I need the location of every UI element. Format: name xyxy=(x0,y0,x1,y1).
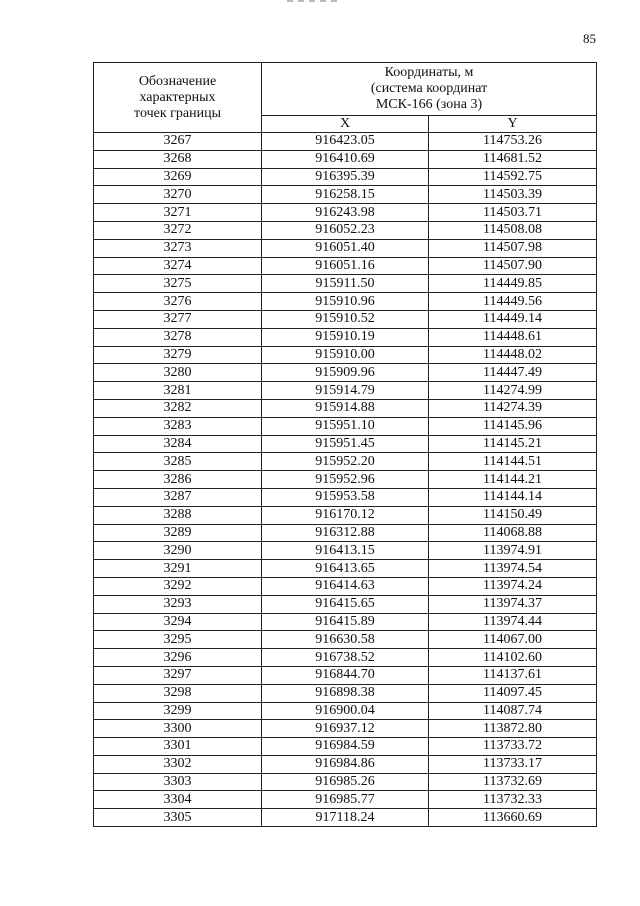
table-row xyxy=(94,471,597,489)
x-coordinate-cell: 916415.65 xyxy=(262,595,429,613)
table-row xyxy=(94,417,597,435)
y-coordinate-cell: 114144.51 xyxy=(429,453,597,471)
x-coordinate-cell: 916738.52 xyxy=(262,649,429,667)
table-row xyxy=(94,435,597,453)
x-coordinate-cell: 916844.70 xyxy=(262,666,429,684)
point-id-cell: 3297 xyxy=(94,666,262,684)
point-id-cell: 3287 xyxy=(94,488,262,506)
table-row xyxy=(94,293,597,311)
x-column-header: X xyxy=(262,116,429,133)
x-coordinate-cell: 916985.77 xyxy=(262,791,429,809)
point-id-cell: 3283 xyxy=(94,417,262,435)
table-row xyxy=(94,702,597,720)
y-coordinate-cell: 114150.49 xyxy=(429,506,597,524)
table-row xyxy=(94,168,597,186)
y-coordinate-cell: 114449.14 xyxy=(429,310,597,328)
y-coordinate-cell: 113974.37 xyxy=(429,595,597,613)
x-coordinate-cell: 915911.50 xyxy=(262,275,429,293)
x-coordinate-cell: 916423.05 xyxy=(262,133,429,151)
y-column-header: Y xyxy=(429,116,597,133)
table-row xyxy=(94,150,597,168)
y-coordinate-cell: 114508.08 xyxy=(429,221,597,239)
y-coordinate-cell: 114448.61 xyxy=(429,328,597,346)
x-coordinate-cell: 917118.24 xyxy=(262,809,429,827)
x-coordinate-cell: 915952.96 xyxy=(262,471,429,489)
y-coordinate-cell: 114592.75 xyxy=(429,168,597,186)
x-coordinate-cell: 916630.58 xyxy=(262,631,429,649)
table-row xyxy=(94,186,597,204)
x-coordinate-cell: 915914.79 xyxy=(262,382,429,400)
y-coordinate-cell: 113974.91 xyxy=(429,542,597,560)
y-coordinate-cell: 113732.33 xyxy=(429,791,597,809)
table-row xyxy=(94,239,597,257)
x-coordinate-cell: 915953.58 xyxy=(262,488,429,506)
point-id-cell: 3281 xyxy=(94,382,262,400)
table-row xyxy=(94,133,597,151)
table-row xyxy=(94,310,597,328)
x-coordinate-cell: 916414.63 xyxy=(262,577,429,595)
x-coordinate-cell: 916410.69 xyxy=(262,150,429,168)
point-id-cell: 3270 xyxy=(94,186,262,204)
x-coordinate-cell: 915952.20 xyxy=(262,453,429,471)
table-row xyxy=(94,524,597,542)
point-id-cell: 3276 xyxy=(94,293,262,311)
x-coordinate-cell: 916413.15 xyxy=(262,542,429,560)
table-row xyxy=(94,613,597,631)
y-coordinate-cell: 113974.24 xyxy=(429,577,597,595)
point-id-cell: 3299 xyxy=(94,702,262,720)
y-coordinate-cell: 114067.00 xyxy=(429,631,597,649)
y-coordinate-cell: 113733.72 xyxy=(429,738,597,756)
point-id-cell: 3304 xyxy=(94,791,262,809)
table-row xyxy=(94,631,597,649)
table-row xyxy=(94,382,597,400)
table-row xyxy=(94,506,597,524)
x-coordinate-cell: 916413.65 xyxy=(262,560,429,578)
scan-header-mark xyxy=(287,0,337,6)
x-coordinate-cell: 916415.89 xyxy=(262,613,429,631)
table-row xyxy=(94,204,597,222)
x-coordinate-cell: 916900.04 xyxy=(262,702,429,720)
y-coordinate-cell: 113872.80 xyxy=(429,720,597,738)
y-coordinate-cell: 114448.02 xyxy=(429,346,597,364)
table-row xyxy=(94,488,597,506)
y-coordinate-cell: 114507.90 xyxy=(429,257,597,275)
table-row xyxy=(94,542,597,560)
point-id-cell: 3268 xyxy=(94,150,262,168)
table-row xyxy=(94,649,597,667)
point-id-cell: 3279 xyxy=(94,346,262,364)
y-coordinate-cell: 113974.44 xyxy=(429,613,597,631)
y-coordinate-cell: 114102.60 xyxy=(429,649,597,667)
point-id-cell: 3269 xyxy=(94,168,262,186)
point-id-cell: 3285 xyxy=(94,453,262,471)
y-coordinate-cell: 114087.74 xyxy=(429,702,597,720)
y-coordinate-cell: 114753.26 xyxy=(429,133,597,151)
y-coordinate-cell: 114507.98 xyxy=(429,239,597,257)
x-coordinate-cell: 915910.00 xyxy=(262,346,429,364)
point-id-cell: 3282 xyxy=(94,399,262,417)
point-id-cell: 3301 xyxy=(94,738,262,756)
point-id-cell: 3296 xyxy=(94,649,262,667)
point-id-cell: 3293 xyxy=(94,595,262,613)
header-line: Координаты, м xyxy=(384,65,474,80)
y-coordinate-cell: 114137.61 xyxy=(429,666,597,684)
table-row xyxy=(94,577,597,595)
x-coordinate-cell: 916395.39 xyxy=(262,168,429,186)
point-id-cell: 3294 xyxy=(94,613,262,631)
y-coordinate-cell: 113974.54 xyxy=(429,560,597,578)
x-coordinate-cell: 915951.45 xyxy=(262,435,429,453)
y-coordinate-cell: 114449.85 xyxy=(429,275,597,293)
point-id-cell: 3278 xyxy=(94,328,262,346)
table-row xyxy=(94,221,597,239)
point-id-cell: 3292 xyxy=(94,577,262,595)
point-id-cell: 3290 xyxy=(94,542,262,560)
y-coordinate-cell: 114503.71 xyxy=(429,204,597,222)
x-coordinate-cell: 916243.98 xyxy=(262,204,429,222)
point-id-cell: 3280 xyxy=(94,364,262,382)
x-coordinate-cell: 916258.15 xyxy=(262,186,429,204)
point-id-cell: 3273 xyxy=(94,239,262,257)
point-id-cell: 3300 xyxy=(94,720,262,738)
y-coordinate-cell: 114274.99 xyxy=(429,382,597,400)
x-coordinate-cell: 915914.88 xyxy=(262,399,429,417)
x-coordinate-cell: 916985.26 xyxy=(262,773,429,791)
point-id-cell: 3289 xyxy=(94,524,262,542)
y-coordinate-cell: 114449.56 xyxy=(429,293,597,311)
x-coordinate-cell: 916937.12 xyxy=(262,720,429,738)
y-coordinate-cell: 113733.17 xyxy=(429,755,597,773)
point-id-cell: 3275 xyxy=(94,275,262,293)
table-row xyxy=(94,328,597,346)
point-id-cell: 3288 xyxy=(94,506,262,524)
y-coordinate-cell: 114681.52 xyxy=(429,150,597,168)
table-row xyxy=(94,275,597,293)
point-id-cell: 3272 xyxy=(94,221,262,239)
y-coordinate-cell: 114144.14 xyxy=(429,488,597,506)
y-coordinate-cell: 114447.49 xyxy=(429,364,597,382)
x-coordinate-cell: 915909.96 xyxy=(262,364,429,382)
x-coordinate-cell: 916898.38 xyxy=(262,684,429,702)
y-coordinate-cell: 114145.21 xyxy=(429,435,597,453)
point-id-cell: 3295 xyxy=(94,631,262,649)
y-coordinate-cell: 114274.39 xyxy=(429,399,597,417)
y-coordinate-cell: 113660.69 xyxy=(429,809,597,827)
point-id-cell: 3274 xyxy=(94,257,262,275)
point-id-cell: 3303 xyxy=(94,773,262,791)
table-row xyxy=(94,791,597,809)
coordinates-table xyxy=(93,62,597,827)
table-row xyxy=(94,453,597,471)
x-coordinate-cell: 915910.52 xyxy=(262,310,429,328)
point-id-cell: 3277 xyxy=(94,310,262,328)
table-row xyxy=(94,755,597,773)
point-id-cell: 3284 xyxy=(94,435,262,453)
table-row xyxy=(94,346,597,364)
x-coordinate-cell: 916170.12 xyxy=(262,506,429,524)
y-coordinate-cell: 114068.88 xyxy=(429,524,597,542)
header-line: точек границы xyxy=(134,105,221,121)
x-coordinate-cell: 916051.16 xyxy=(262,257,429,275)
table-row xyxy=(94,773,597,791)
header-line: (система координат xyxy=(370,81,488,96)
x-coordinate-cell: 916312.88 xyxy=(262,524,429,542)
point-id-cell: 3305 xyxy=(94,809,262,827)
point-label-header xyxy=(94,63,262,133)
x-coordinate-cell: 915910.96 xyxy=(262,293,429,311)
header-line: МСК-166 (зона 3) xyxy=(375,97,483,112)
point-id-cell: 3286 xyxy=(94,471,262,489)
point-id-cell: 3302 xyxy=(94,755,262,773)
page-number: 85 xyxy=(583,31,596,46)
table-header xyxy=(94,63,597,133)
y-coordinate-cell: 114097.45 xyxy=(429,684,597,702)
x-coordinate-cell: 916984.59 xyxy=(262,738,429,756)
table-row xyxy=(94,399,597,417)
x-coordinate-cell: 915910.19 xyxy=(262,328,429,346)
x-coordinate-cell: 915951.10 xyxy=(262,417,429,435)
table-row xyxy=(94,560,597,578)
point-id-cell: 3291 xyxy=(94,560,262,578)
point-id-cell: 3271 xyxy=(94,204,262,222)
table-row xyxy=(94,595,597,613)
y-coordinate-cell: 114503.39 xyxy=(429,186,597,204)
table-row xyxy=(94,684,597,702)
x-coordinate-cell: 916051.40 xyxy=(262,239,429,257)
table-row xyxy=(94,809,597,827)
x-coordinate-cell: 916984.86 xyxy=(262,755,429,773)
point-id-cell: 3267 xyxy=(94,133,262,151)
header-line: характерных xyxy=(139,89,216,105)
table-row xyxy=(94,738,597,756)
x-coordinate-cell: 916052.23 xyxy=(262,221,429,239)
table-row xyxy=(94,666,597,684)
y-coordinate-cell: 114144.21 xyxy=(429,471,597,489)
table-row xyxy=(94,364,597,382)
point-id-cell: 3298 xyxy=(94,684,262,702)
y-coordinate-cell: 114145.96 xyxy=(429,417,597,435)
y-coordinate-cell: 113732.69 xyxy=(429,773,597,791)
coordinates-header xyxy=(262,63,597,116)
table-row xyxy=(94,720,597,738)
header-line: Обозначение xyxy=(138,73,217,89)
table-row xyxy=(94,257,597,275)
table-body xyxy=(94,133,597,827)
